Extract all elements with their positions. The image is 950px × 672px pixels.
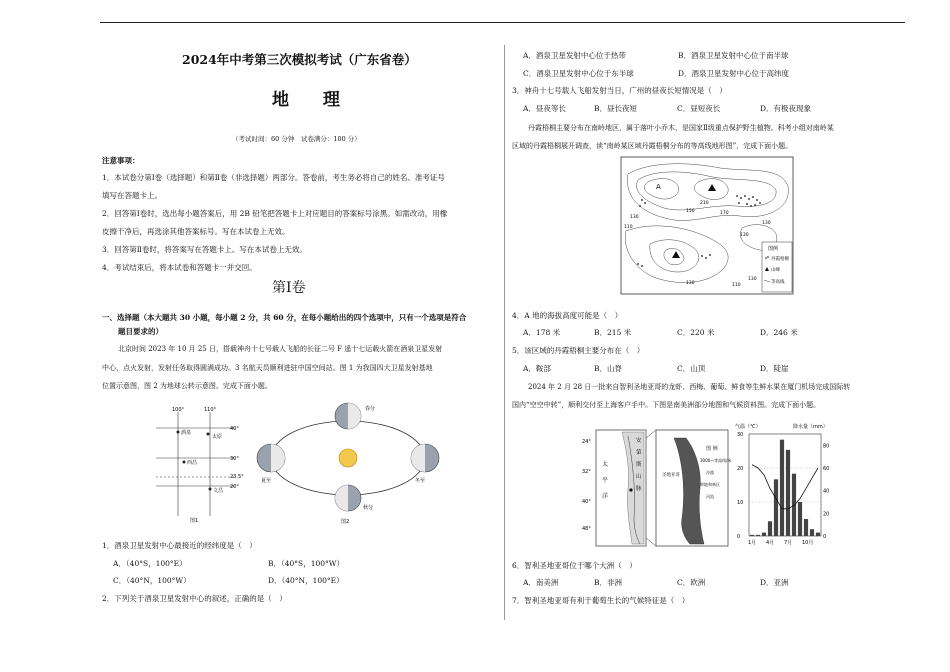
question-stem: 4．A 地的海拔高度可能是（ ） (512, 311, 623, 320)
exam-title: 2024年中考第三次模拟考试（广东省卷） (182, 52, 417, 67)
svg-text:第: 第 (636, 450, 642, 456)
answer-option[interactable]: A．178 米 (523, 328, 561, 337)
answer-option[interactable]: C．酒泉卫星发射中心位于东半球 (523, 69, 634, 78)
lon-label: 100° (172, 407, 185, 413)
answer-option[interactable]: D．有极夜现象 (760, 104, 812, 113)
legend-item: 沙漠 (706, 470, 714, 475)
site-marker (183, 461, 186, 464)
passage-line: 2024 年 2 月 28 日一批来自智利圣地亚哥的龙虾、西梅、葡萄、鲜食等生鲜水果在厦门机场完成国际转 (528, 383, 851, 391)
answer-option[interactable]: A．酒泉卫星发射中心位于热带 (523, 51, 626, 60)
month-label: 1月 (748, 540, 757, 546)
lat-label: 40° (582, 499, 591, 505)
answer-option[interactable]: C．欧洲 (677, 578, 706, 587)
svg-text:安: 安 (636, 438, 642, 444)
temp-tick-label: 0 (737, 534, 741, 540)
earth-icon (411, 444, 439, 472)
city-label: 圣地亚哥 (662, 473, 680, 478)
season-label: 秋分 (363, 505, 374, 511)
temp-tick-label: 30 (737, 432, 744, 438)
note-line: 2．回答第Ⅰ卷时，选出每小题答案后，用 2B 铅笔把答题卡上对应题目的答案标号涂黑。如需改动，用橡 (102, 209, 448, 218)
site-marker (177, 431, 180, 434)
precip-bar (780, 440, 784, 536)
city-marker (629, 488, 632, 491)
precip-bar (810, 529, 814, 536)
notes-title: 注意事项： (102, 156, 140, 165)
lat-label: 20° (230, 484, 239, 490)
answer-option[interactable]: B．酒泉卫星发射中心位于南半球 (678, 51, 789, 60)
contour-value: 170 (720, 211, 729, 216)
earth-icon (335, 485, 361, 511)
map-legend (762, 242, 792, 292)
precip-tick-label: 80 (823, 443, 830, 450)
temp-tick-label: 20 (737, 466, 744, 472)
contour-value: 130 (740, 233, 749, 238)
month-label: 10月 (802, 540, 814, 546)
climate-chart (735, 420, 835, 550)
contour-value: 110 (624, 225, 633, 230)
section-heading-cont: 题目要求的） (118, 327, 163, 336)
contour-value: 130 (686, 281, 695, 286)
precip-bar (786, 450, 790, 536)
svg-text:斯: 斯 (636, 462, 642, 468)
note-line: 4．考试结束后，将本试卷和答题卡一并交回。 (102, 263, 257, 272)
answer-option[interactable]: A．（40°S，100°E） (113, 559, 187, 568)
contour-value: 130 (630, 215, 639, 220)
answer-option[interactable]: D．（40°N，100°E） (268, 576, 344, 585)
answer-option[interactable]: B．昼长夜短 (594, 104, 638, 113)
precip-tick-label: 40 (823, 488, 830, 495)
figure-2-earth-orbit (255, 398, 440, 526)
answer-option[interactable]: A．鞍部 (523, 364, 551, 373)
passage-line: 丹霞梧桐主要分布在南岭地区，属于落叶小乔木，是国家Ⅱ级重点保护野生植物。科考小组对南岭某 (528, 124, 834, 132)
svg-text:洋: 洋 (602, 493, 609, 500)
answer-option[interactable]: D．陡崖 (760, 364, 789, 373)
legend-item: 等高线 (771, 280, 785, 285)
contour-value: 210 (700, 201, 709, 206)
earth-icon (335, 403, 361, 429)
question-stem: 2．下列关于酒泉卫星发射中心的叙述，正确的是（ ） (102, 594, 287, 603)
svg-text:平: 平 (602, 477, 609, 484)
passage-line: 位置示意图，图 2 为地球公转示意图。完成下面小题。 (102, 382, 272, 390)
precip-axis-label: 降水量（mm） (793, 424, 828, 430)
lat-label: 24° (582, 439, 591, 445)
precip-bar (774, 479, 778, 536)
note-line: 填写在答题卡上。 (102, 191, 162, 200)
precip-tick-label: 20 (823, 511, 830, 518)
svg-text:山: 山 (636, 474, 642, 480)
legend-title: 图例 (768, 246, 779, 252)
lat-label: 30° (230, 456, 239, 462)
passage-line: 北京时间 2023 年 10 月 25 日，搭载神舟十七号载人飞船的长征二号 F 遥十七运载火箭在酒泉卫星发射 (118, 345, 443, 353)
answer-option[interactable]: A．南美洲 (523, 578, 559, 587)
note-line: 3．回答第Ⅱ卷时，将答案写在答题卡上。写在本试卷上无效。 (102, 245, 307, 254)
svg-text:脉: 脉 (636, 486, 642, 492)
point-a-label: A (656, 183, 661, 191)
contour-value: 130 (762, 221, 771, 226)
site-label: 文昌 (213, 488, 224, 494)
svg-text:太: 太 (602, 461, 609, 468)
question-stem: 6．智利圣地亚哥位于哪个大洲（ ） (512, 561, 637, 570)
site-marker (209, 488, 212, 491)
precip-bar (768, 521, 772, 536)
precip-bar (798, 502, 802, 536)
contour-map (620, 156, 795, 296)
site-marker (207, 433, 210, 436)
legend-item: 3000—等高线/米 (700, 458, 732, 463)
lat-label: 48° (582, 526, 591, 532)
question-stem: 3．神舟十七号载人飞船发射当日，广州的昼夜长短情况是（ ） (512, 86, 727, 95)
answer-option[interactable]: B．非洲 (594, 578, 623, 587)
answer-option[interactable]: A．昼夜等长 (523, 104, 566, 113)
season-label: 冬至 (415, 478, 426, 484)
temp-axis-label: 气温（℃） (735, 424, 761, 430)
passage-line: 区域的丹霞梧桐展开调查，读“南岭某区域丹霞梧桐分布的等高线地形图”，完成下面小题。 (512, 142, 793, 150)
subject-title: 地 理 (272, 90, 354, 110)
lat-label: 40° (230, 426, 239, 432)
contour-value: 110 (732, 283, 741, 288)
answer-option[interactable]: D．亚洲 (760, 578, 789, 587)
precip-bar (804, 519, 808, 536)
precip-bar (756, 535, 760, 536)
answer-option[interactable]: B．215 米 (594, 328, 632, 337)
temp-tick-label: 10 (737, 500, 744, 506)
south-america-map (582, 428, 732, 548)
lat-label: 32° (582, 469, 591, 475)
column-divider (504, 45, 505, 620)
answer-option[interactable]: D．246 米 (760, 328, 798, 337)
earth-icon (257, 444, 285, 472)
figure-caption: 图2 (341, 519, 350, 525)
answer-option[interactable]: C．山顶 (677, 364, 706, 373)
passage-line: 国内“空空中转”，顺利交付至上海客户手中。下图是南美洲部分地图和气候资料图。完成下面小题。 (512, 401, 821, 409)
answer-option[interactable]: C．昼短夜长 (677, 104, 721, 113)
site-label: 太原 (212, 434, 223, 440)
contour-value: 130 (748, 277, 757, 282)
legend-item: 草地和林区 (700, 482, 720, 487)
time-info: （考试时间：60 分钟 试卷满分：100 分） (232, 135, 361, 143)
temperature-curve (752, 465, 818, 509)
ocean-label (602, 460, 608, 500)
answer-option[interactable]: B．（40°S，100°W） (268, 559, 344, 568)
contour-value: 150 (686, 209, 695, 214)
section-heading: 一、选择题（本大题共 30 小题，每小题 2 分，共 60 分，在每小题给出的四个选项中，只有一个选项是符合 (102, 313, 467, 322)
note-line: 1．本试卷分第Ⅰ卷（选择题）和第Ⅱ卷（非选择题）两部分。答卷前，考生务必将自己的姓名、准考证号 (102, 173, 445, 182)
site-label: 酒泉 (181, 430, 192, 436)
legend-item: 河流 (706, 494, 714, 499)
lat-label: 23.5° (230, 474, 244, 480)
season-label: 春分 (365, 406, 376, 412)
month-label: 4月 (766, 540, 775, 546)
passage-line: 中心，点火发射，发射任务取得圆满成功。3 名航天员顺利进驻中国空间站。图 1 为我国四大卫星发射基地 (102, 364, 433, 372)
legend-title: 图 例 (706, 446, 718, 452)
question-stem: 5．该区域的丹霞梧桐主要分布在（ ） (512, 346, 645, 355)
precip-tick-label: 60 (823, 466, 830, 472)
answer-option[interactable]: B．山脊 (594, 364, 623, 373)
figure-1-launch-sites (150, 404, 245, 526)
figure-caption: 图1 (190, 518, 199, 524)
precip-bar (750, 535, 754, 536)
sun-icon (339, 449, 357, 467)
answer-option[interactable]: C．（40°N，100°W） (113, 576, 191, 585)
precip-bar (762, 533, 766, 536)
question-stem: 1．酒泉卫星发射中心最接近的经纬度是（ ） (102, 541, 257, 550)
answer-option[interactable]: C．220 米 (677, 328, 715, 337)
part-heading: 第Ⅰ卷 (272, 280, 306, 296)
precip-tick-label: 0 (823, 534, 827, 540)
site-label: 西昌 (187, 460, 198, 466)
answer-option[interactable]: D．酒泉卫星发射中心位于高纬度 (678, 69, 790, 78)
precip-bar (816, 533, 820, 536)
legend-item: 丹霞梧桐 (771, 257, 789, 262)
question-stem: 7．智利圣地亚哥有利于葡萄生长的气候特征是（ ） (512, 596, 690, 605)
legend-item: 山峰 (771, 268, 780, 273)
header-rule (100, 22, 905, 23)
lon-label: 110° (204, 407, 217, 413)
month-label: 7月 (784, 540, 793, 546)
note-line: 皮擦干净后，再选涂其他答案标号。写在本试卷上无效。 (102, 227, 290, 236)
season-label: 夏至 (261, 478, 272, 484)
